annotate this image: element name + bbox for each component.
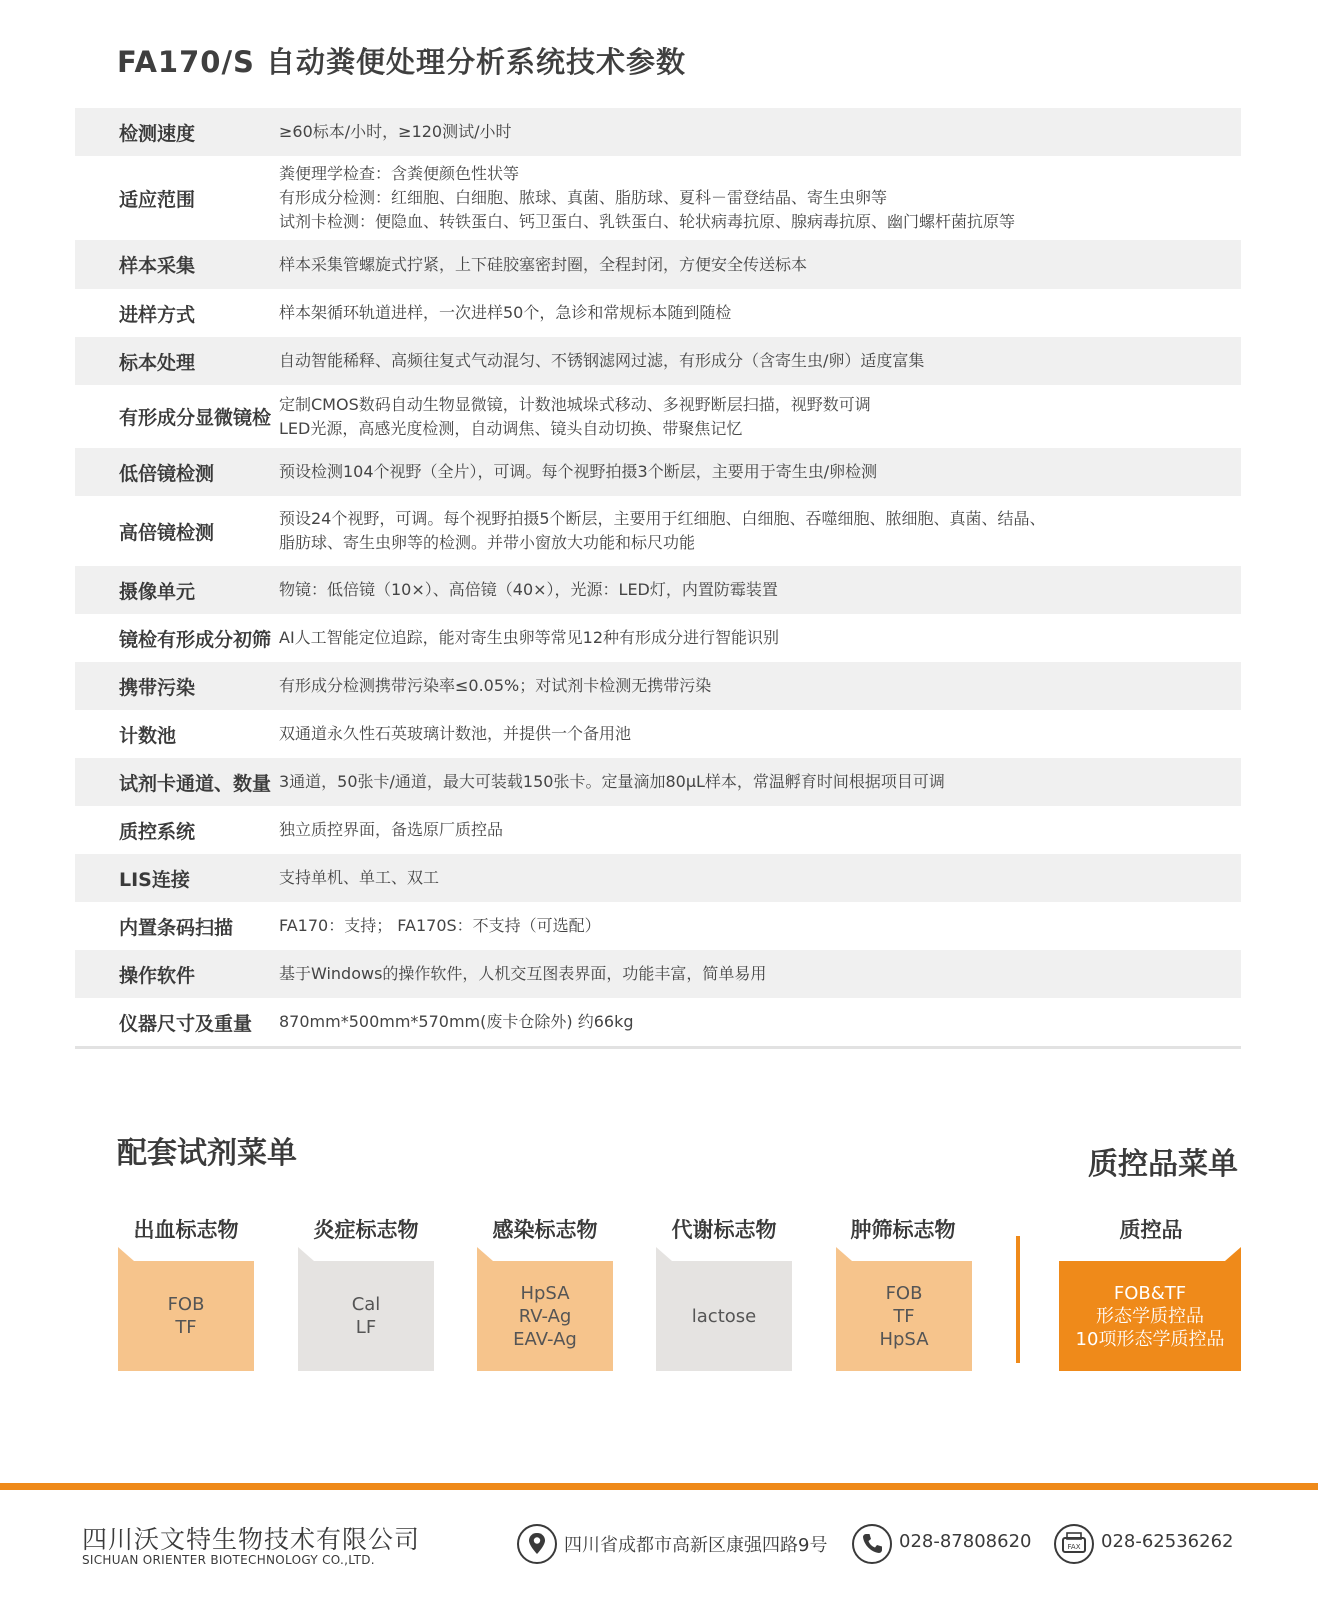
spec-value-line: 870mm*500mm*570mm(废卡仓除外) 约66kg — [279, 1012, 634, 1031]
reagent-item: FOB — [885, 1282, 923, 1304]
spec-label: LIS连接 — [119, 868, 190, 891]
card-tab — [656, 1247, 672, 1261]
spec-label: 有形成分显微镜检 — [119, 407, 272, 429]
reagent-item: RV-Ag — [518, 1305, 572, 1327]
spec-value-line: 定制CMOS数码自动生物显微镜，计数池城垛式移动、多视野断层扫描，视野数可调 — [279, 394, 871, 414]
spec-row — [75, 758, 1241, 806]
spec-value — [279, 722, 1241, 746]
spec-value-line: 脂肪球、寄生虫卵等的检测。并带小窗放大功能和标尺功能 — [279, 533, 696, 552]
spec-value-line: 试剂卡检测：便隐血、转铁蛋白、钙卫蛋白、乳铁蛋白、轮状病毒抗原、腺病毒抗原、幽门螺杆菌抗原等 — [279, 212, 1016, 231]
qc-card — [1059, 1261, 1241, 1371]
spec-value — [279, 914, 1241, 938]
spec-label: 高倍镜检测 — [119, 521, 215, 544]
qc-item: FOB&TF — [1113, 1282, 1187, 1304]
spec-row — [75, 998, 1241, 1046]
spec-value-line: 样本采集管螺旋式拧紧，上下硅胶塞密封圈，全程封闭，方便安全传送标本 — [279, 254, 808, 274]
address-text: 四川省成都市高新区康强四路9号 — [564, 1535, 828, 1556]
spec-value — [279, 349, 1241, 373]
footer-divider — [0, 1483, 1318, 1490]
spec-label: 检测速度 — [119, 122, 196, 145]
reagent-card — [836, 1261, 972, 1371]
reagent-item: lactose — [691, 1305, 757, 1327]
company-name-en: SICHUAN ORIENTER BIOTECHNOLOGY CO.,LTD. — [82, 1553, 375, 1567]
spec-row — [75, 289, 1241, 337]
qc-menu-title: 质控品菜单 — [1088, 1147, 1238, 1182]
spec-value-line: 有形成分检测：红细胞、白细胞、脓球、真菌、脂肪球、夏科－雷登结晶、寄生虫卵等 — [279, 188, 888, 207]
spec-row — [75, 496, 1241, 566]
spec-value — [279, 674, 1241, 698]
spec-row — [75, 710, 1241, 758]
reagent-item: HpSA — [879, 1328, 929, 1350]
qc-item: 10项形态学质控品 — [1075, 1328, 1225, 1350]
company-name-cn: 四川沃文特生物技术有限公司 — [82, 1525, 421, 1554]
page-title: FA170/S 自动粪便处理分析系统技术参数 — [117, 45, 687, 79]
spec-value-line: 双通道永久性石英玻璃计数池，并提供一个备用池 — [279, 724, 632, 743]
spec-value — [279, 770, 1241, 794]
reagent-category-header: 代谢标志物 — [671, 1218, 777, 1242]
phone-icon — [851, 1523, 893, 1565]
spec-value — [279, 507, 1241, 555]
spec-value — [279, 393, 1241, 441]
fax-icon — [1053, 1523, 1095, 1565]
qc-category-header: 质控品 — [1119, 1218, 1183, 1242]
reagent-menu-title: 配套试剂菜单 — [117, 1136, 297, 1171]
spec-row — [75, 240, 1241, 289]
spec-value-line: 自动智能稀释、高频往复式气动混匀、不锈钢滤网过滤，有形成分（含寄生虫/卵）适度富集 — [279, 351, 925, 370]
reagent-category-header: 感染标志物 — [492, 1218, 598, 1242]
spec-label: 进样方式 — [119, 303, 196, 326]
spec-value — [279, 962, 1241, 986]
spec-row — [75, 385, 1241, 448]
reagent-card — [656, 1261, 792, 1371]
spec-row — [75, 950, 1241, 998]
spec-row — [75, 806, 1241, 854]
spec-value — [279, 253, 1241, 277]
spec-label: 计数池 — [119, 724, 177, 747]
reagent-item: LF — [355, 1317, 377, 1338]
spec-value-line: 预设检测104个视野（全片），可调。每个视野拍摄3个断层，主要用于寄生虫/卵检测 — [279, 462, 878, 481]
spec-label: 镜检有形成分初筛 — [119, 628, 272, 651]
qc-item: 形态学质控品 — [1096, 1305, 1204, 1327]
reagent-category-header: 出血标志物 — [133, 1218, 239, 1242]
card-tab — [836, 1247, 852, 1261]
spec-value — [279, 578, 1241, 602]
spec-value — [279, 1010, 1241, 1034]
spec-row — [75, 156, 1241, 240]
spec-label: 样本采集 — [119, 255, 196, 277]
reagent-item: TF — [893, 1305, 915, 1327]
spec-value — [279, 301, 1241, 325]
reagent-category-header: 炎症标志物 — [313, 1218, 419, 1242]
reagent-item: Cal — [351, 1294, 381, 1315]
menu-divider — [1016, 1236, 1020, 1363]
reagent-card — [298, 1261, 434, 1371]
spec-value — [279, 626, 1241, 650]
spec-row — [75, 448, 1241, 496]
reagent-item: HpSA — [520, 1282, 570, 1304]
spec-value-line: 预设24个视野，可调。每个视野拍摄5个断层，主要用于红细胞、白细胞、吞噬细胞、脓细胞、真菌、结晶、 — [279, 509, 1046, 528]
spec-value-line: 样本架循环轨道进样，一次进样50个，急诊和常规标本随到随检 — [279, 303, 732, 322]
reagent-card — [477, 1261, 613, 1371]
reagent-item: EAV-Ag — [513, 1328, 577, 1350]
spec-label: 质控系统 — [119, 820, 196, 843]
spec-row — [75, 902, 1241, 950]
spec-value — [279, 460, 1241, 484]
spec-label: 标本处理 — [119, 351, 196, 374]
phone-number: 028-87808620 — [899, 1531, 1032, 1552]
reagent-item: TF — [175, 1317, 197, 1338]
spec-label: 摄像单元 — [119, 580, 196, 603]
spec-value-line: FA170：支持； FA170S：不支持（可选配） — [279, 916, 601, 935]
spec-label: 适应范围 — [119, 188, 196, 211]
spec-label: 低倍镜检测 — [119, 462, 215, 485]
reagent-item: FOB — [167, 1294, 205, 1315]
spec-row — [75, 614, 1241, 662]
spec-value — [279, 120, 1241, 144]
spec-value-line: 物镜：低倍镜（10×）、高倍镜（40×），光源：LED灯，内置防霉装置 — [279, 580, 778, 599]
spec-value — [279, 162, 1241, 234]
spec-value-line: 支持单机、单工、双工 — [279, 868, 440, 887]
spec-value-line: 有形成分检测携带污染率≤0.05%；对试剂卡检测无携带污染 — [279, 676, 712, 695]
spec-value-line: 独立质控界面，备选原厂质控品 — [279, 820, 504, 839]
spec-label: 试剂卡通道、数量 — [119, 772, 272, 795]
spec-value — [279, 866, 1241, 890]
spec-value-line: ≥60标本/小时，≥120测试/小时 — [279, 122, 512, 141]
card-tab — [298, 1247, 314, 1261]
fax-number: 028-62536262 — [1101, 1531, 1234, 1552]
spec-label: 仪器尺寸及重量 — [119, 1012, 253, 1035]
card-tab — [118, 1247, 134, 1261]
reagent-card — [118, 1261, 254, 1371]
spec-label: 操作软件 — [119, 964, 196, 987]
spec-row — [75, 662, 1241, 710]
spec-value — [279, 818, 1241, 842]
card-tab — [477, 1247, 493, 1261]
spec-table — [75, 108, 1241, 1049]
spec-row — [75, 854, 1241, 902]
spec-value-line: 粪便理学检查：含粪便颜色性状等 — [279, 164, 520, 183]
card-tab — [1225, 1247, 1241, 1261]
reagent-category-header: 肿筛标志物 — [850, 1218, 956, 1242]
spec-label: 内置条码扫描 — [119, 916, 234, 939]
location-icon — [516, 1523, 558, 1565]
spec-row — [75, 566, 1241, 614]
spec-row — [75, 337, 1241, 385]
spec-label: 携带污染 — [119, 676, 196, 699]
spec-value-line: LED光源，高感光度检测，自动调焦、镜头自动切换、带聚焦记忆 — [279, 418, 743, 438]
spec-value-line: 3通道，50张卡/通道，最大可装载150张卡。定量滴加80μL样本，常温孵育时间根据项目可调 — [279, 772, 945, 791]
spec-row — [75, 108, 1241, 156]
spec-value-line: 基于Windows的操作软件，人机交互图表界面，功能丰富，简单易用 — [279, 964, 767, 983]
spec-value-line: AI人工智能定位追踪，能对寄生虫卵等常见12种有形成分进行智能识别 — [279, 628, 780, 647]
fax-icon-label: FAX — [1067, 1543, 1081, 1551]
